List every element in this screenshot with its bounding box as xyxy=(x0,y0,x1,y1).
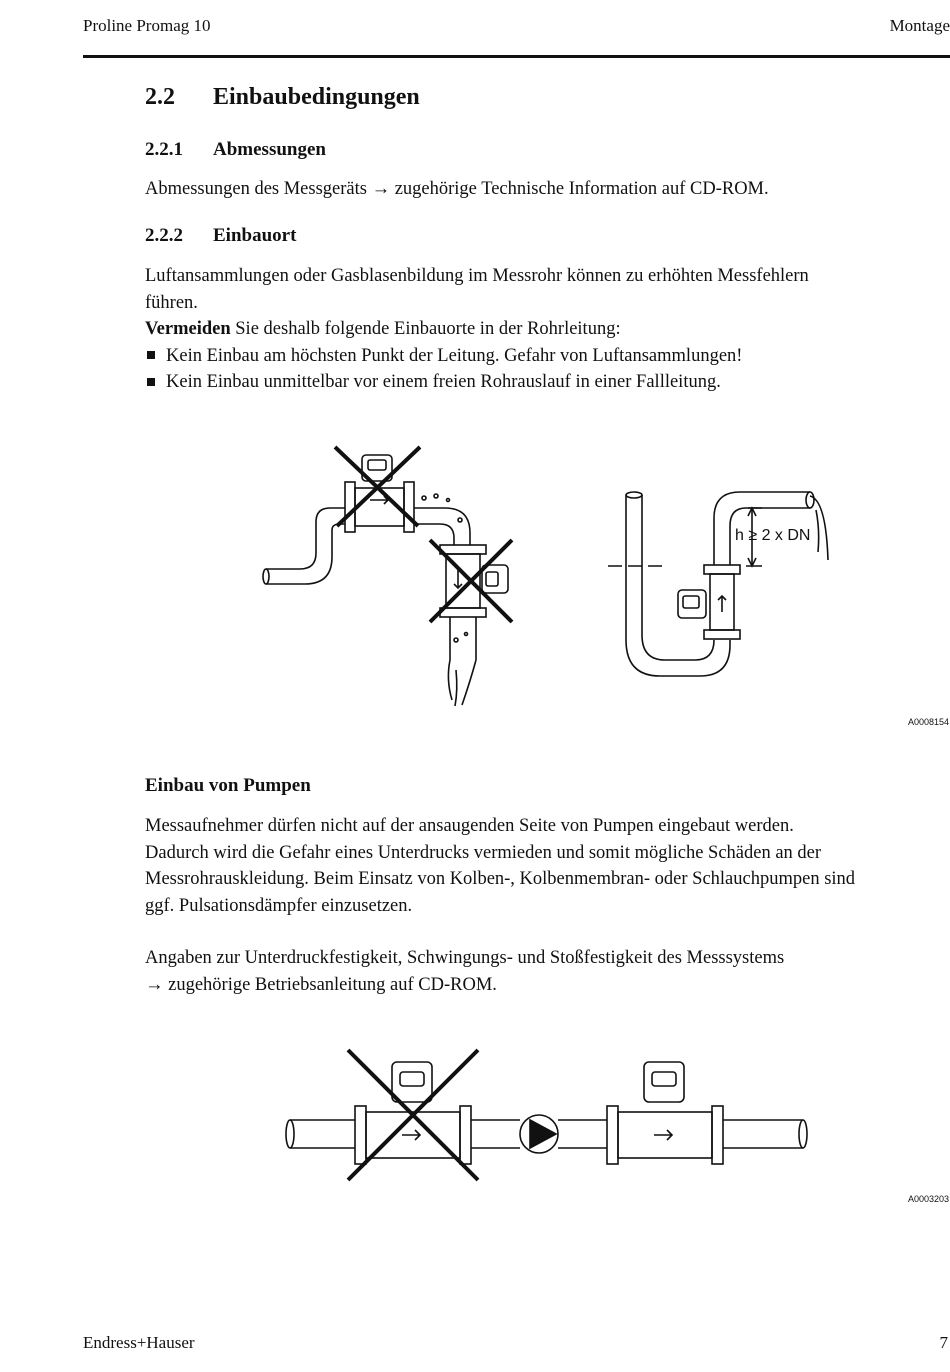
location-line: Luftansammlungen oder Gasblasenbildung im Messrohr können zu erhöhten Messfehlern xyxy=(145,266,809,286)
dimensions-text: Abmessungen des Messgeräts → zugehörige Technische Information auf CD-ROM. xyxy=(145,179,769,199)
header-title: Proline Promag 10 xyxy=(83,16,211,35)
subsection-number: 2.2.1 xyxy=(145,139,183,160)
avoid-rest: Sie deshalb folgende Einbauorte in der Rohrleitung: xyxy=(230,319,621,339)
header-section: Montage xyxy=(889,16,950,35)
location-line: führen. xyxy=(145,292,198,313)
pipe-outline xyxy=(290,1120,355,1148)
list-item-text: Kein Einbau unmittelbar vor einem freien Rohrauslauf in einer Fallleitung. xyxy=(166,372,721,392)
flow-arrow-icon xyxy=(402,1130,420,1140)
figure-code: A0008154 xyxy=(908,717,950,727)
flow-arrow-icon xyxy=(654,1130,672,1140)
pump-triangle-icon xyxy=(530,1120,556,1148)
flange xyxy=(607,1106,618,1164)
pumps-line: Messrohrauskleidung. Beim Einsatz von Kolben-, Kolbenmembran- oder Schlauchpumpen sind xyxy=(145,869,856,889)
subsection-number: 2.2.2 xyxy=(145,225,183,246)
page-number: 7 xyxy=(939,1333,948,1352)
transmitter-housing xyxy=(644,1062,684,1102)
pumps-line: Dadurch wird die Gefahr eines Unterdrucks vermieden und somit mögliche Schäden an der xyxy=(145,842,822,863)
cross-out-mark xyxy=(348,1050,478,1180)
footer-company: Endress+Hauser xyxy=(83,1333,195,1352)
flange xyxy=(460,1106,471,1164)
list-item-text: Kein Einbau am höchsten Punkt der Leitung. Gefahr von Luftansammlungen! xyxy=(166,345,743,366)
figure-code: A0003203 xyxy=(908,1194,950,1204)
transmitter-housing xyxy=(392,1062,432,1102)
pipe-outline xyxy=(723,1120,803,1148)
pipe-outline xyxy=(558,1120,607,1148)
display xyxy=(400,1072,424,1086)
pipe-outline xyxy=(471,1120,520,1148)
section-number: 2.2 xyxy=(145,84,175,110)
display xyxy=(652,1072,676,1086)
flange xyxy=(712,1106,723,1164)
pumps-line: → zugehörige Betriebsanleitung auf CD-ROM. xyxy=(145,974,497,995)
subsection-title: Einbauort xyxy=(213,225,297,246)
pumps-line: Angaben zur Unterdruckfestigkeit, Schwingungs- und Stoßfestigkeit des Messsystems xyxy=(145,948,785,968)
pipe-end xyxy=(799,1120,807,1148)
avoid-bold: Vermeiden xyxy=(145,319,231,339)
flange xyxy=(355,1106,366,1164)
pumps-line: Messaufnehmer dürfen nicht auf der ansaugenden Seite von Pumpen eingebaut werden. xyxy=(145,816,794,836)
height-label: h ≥ 2 x DN xyxy=(735,527,811,544)
pumps-line: ggf. Pulsationsdämpfer einzusetzen. xyxy=(145,895,413,916)
subsection-title: Abmessungen xyxy=(213,139,326,160)
pipe-end xyxy=(286,1120,294,1148)
section-title: Einbaubedingungen xyxy=(213,84,420,110)
pumps-heading: Einbau von Pumpen xyxy=(145,775,311,796)
